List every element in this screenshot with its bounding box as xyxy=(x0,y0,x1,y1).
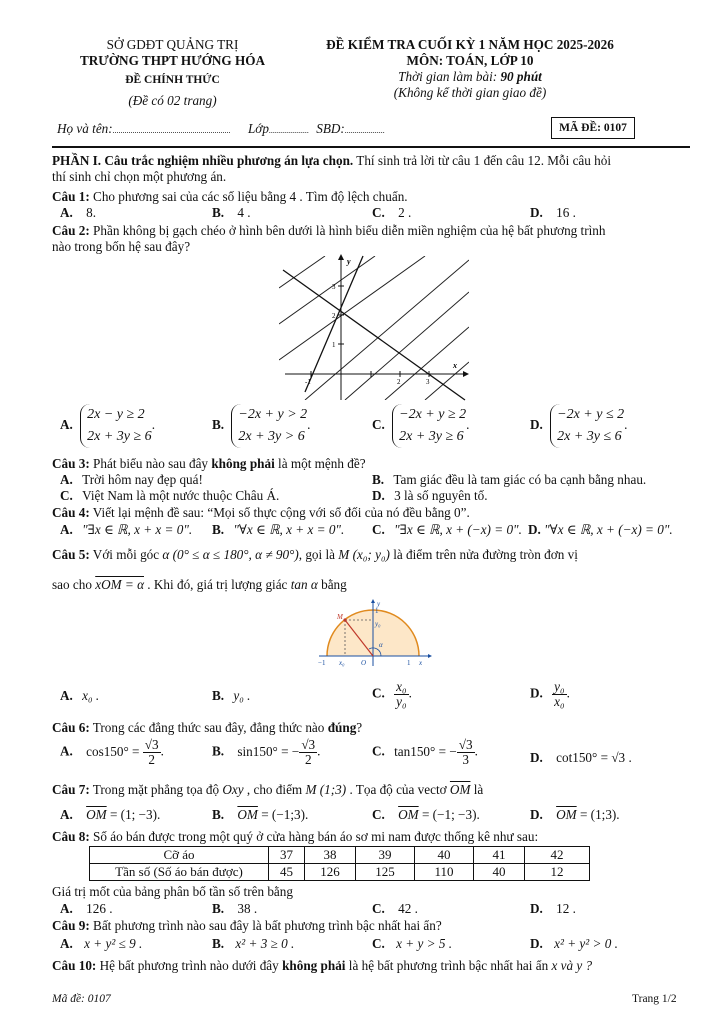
q2-tick-y2: 2 xyxy=(332,312,336,320)
table-cell: 126 xyxy=(305,864,356,881)
q7-option-b[interactable]: B. $\overline{OM}$ = (−1;3). xyxy=(212,807,309,822)
table-cell: 125 xyxy=(356,864,415,881)
footer-code: Mã đề: 0107 xyxy=(52,993,111,1005)
table-cell: 110 xyxy=(415,864,474,881)
q7-option-d[interactable]: D. $\overline{OM}$ = (1;3). xyxy=(530,807,620,822)
q8-after: Giá trị mốt của bảng phân bố tần số trên bằng xyxy=(52,884,293,899)
q6-option-a[interactable]: A. cos150° = $\frac{√3}{2}$ . xyxy=(60,737,164,767)
q5-label-y: y xyxy=(377,600,381,608)
q1-option-c[interactable]: C. 2 . xyxy=(372,205,412,220)
q2-stem: Câu 2: Phần không bị gạch chéo ở hình bên dưới là hình biểu diễn miền nghiệm của hệ bất phương trình xyxy=(52,223,606,238)
q3-option-d[interactable]: D. 3 là số nguyên tố. xyxy=(372,488,488,503)
q6-option-b[interactable]: B. sin150° = − $\frac{√3}{2}$ . xyxy=(212,737,321,767)
student-info-row: Họ và tên:........................................................... Lớp.................... SBD:.................... xyxy=(57,121,385,136)
q4-stem: Câu 4: Viết lại mệnh đề sau: “Mọi số thực cộng với số đối của nó đều bằng 0”. xyxy=(52,505,470,520)
q5-label-one-y: 1 xyxy=(375,607,379,615)
q2-tick-x3: 3 xyxy=(426,378,430,386)
q2-tick-y1: 1 xyxy=(332,341,336,349)
q5-option-b[interactable]: B. y₀ . xyxy=(212,688,251,703)
header-official: ĐỀ CHÍNH THỨC xyxy=(125,74,220,86)
q5-label-alpha: α xyxy=(379,641,383,649)
q8-stem: Câu 8: Số áo bán được trong một quý ở cửa hàng bán áo sơ mi nam được thống kê như sau: xyxy=(52,829,539,844)
table-header-cell: Cỡ áo xyxy=(90,847,269,864)
q4-option-d[interactable]: D. "∀x ∈ ℝ, x + (−x) = 0". xyxy=(528,522,673,537)
q2-option-c[interactable]: C. −2x + y ≥ 2 2x + 3y ≥ 6 . xyxy=(372,404,469,448)
q9-option-d[interactable]: D. x² + y² > 0 . xyxy=(530,936,618,951)
q2-stem2: nào trong bốn hệ sau đây? xyxy=(52,239,191,254)
q5-stem2: sao cho xOM = α . Khi đó, giá trị lượng giác tan α bằng xyxy=(52,577,347,592)
q3-stem: Câu 3: Phát biểu nào sau đây không phải là một mệnh đề? xyxy=(52,456,366,471)
q5-stem: Câu 5: Với mỗi góc α (0° ≤ α ≤ 180°, α ≠ 90°), gọi là M (x₀; y₀) là điểm trên nửa đường tròn đơn vị xyxy=(52,547,578,562)
q2-option-a[interactable]: A. 2x − y ≥ 2 2x + 3y ≥ 6 . xyxy=(60,404,155,448)
q2-tick-xm1: -1 xyxy=(305,378,311,386)
q7-option-c[interactable]: C. $\overline{OM} = (-1$; −3). xyxy=(372,807,480,822)
q7-option-a[interactable]: A. $\overline{OM} = (1$; −3). xyxy=(60,807,161,822)
q1-option-d[interactable]: D. 16 . xyxy=(530,205,576,220)
q8-frequency-table xyxy=(89,846,590,881)
exam-code-box: MÃ ĐỀ: 0107 xyxy=(551,117,635,139)
header-pages: (Đề có 02 trang) xyxy=(128,93,217,108)
header-school: TRƯỜNG THPT HƯỚNG HÓA xyxy=(79,53,265,68)
table-cell: 12 xyxy=(525,864,590,881)
table-header-cell: Tần số (Số áo bán được) xyxy=(90,864,269,881)
header-dept: SỞ GDĐT QUẢNG TRỊ xyxy=(106,37,239,52)
part1-heading: PHẦN I. Câu trắc nghiệm nhiều phương án lựa chọn. Thí sinh trả lời từ câu 1 đến câu 12. Mỗi câu hỏi xyxy=(52,153,612,168)
q2-x-label: x xyxy=(453,361,457,370)
q4-option-b[interactable]: B. "∀x ∈ ℝ, x + x = 0". xyxy=(212,522,345,537)
table-cell: 39 xyxy=(356,847,415,864)
q4-option-c[interactable]: C. "∃x ∈ ℝ, x + (−x) = 0". xyxy=(372,522,522,537)
q5-label-m: M xyxy=(337,613,343,621)
q9-option-a[interactable]: A. x + y² ≤ 9 . xyxy=(60,936,143,951)
table-cell: 42 xyxy=(525,847,590,864)
q1-stem: Câu 1: Cho phương sai của các số liệu bằng 4 . Tìm độ lệch chuẩn. xyxy=(52,189,408,204)
table-cell: 40 xyxy=(474,864,525,881)
q3-option-c[interactable]: C. Việt Nam là một nước thuộc Châu Á. xyxy=(60,488,280,503)
q8-option-c[interactable]: C. 42 . xyxy=(372,901,418,916)
q2-option-d[interactable]: D. −2x + y ≤ 2 2x + 3y ≤ 6 . xyxy=(530,404,627,448)
header-divider xyxy=(52,146,690,148)
q4-option-a[interactable]: A. "∃x ∈ ℝ, x + x = 0". xyxy=(60,522,193,537)
q2-option-b[interactable]: B. −2x + y > 2 2x + 3y > 6 . xyxy=(212,404,310,448)
q1-option-a[interactable]: A. 8. xyxy=(60,205,97,220)
table-cell: 38 xyxy=(305,847,356,864)
q5-label-o: O xyxy=(361,659,367,667)
q6-option-c[interactable]: C. tan150° = − $\frac{√3}{3}$ . xyxy=(372,737,478,767)
q2-graph xyxy=(275,252,475,404)
q1-option-b[interactable]: B. 4 . xyxy=(212,205,251,220)
exam-title: ĐỀ KIỂM TRA CUỐI KỲ 1 NĂM HỌC 2025-2026 xyxy=(326,37,614,52)
q9-stem: Câu 9: Bất phương trình nào sau đây là bất phương trình bậc nhất hai ẩn? xyxy=(52,918,442,933)
exam-subject: MÔN: TOÁN, LỚP 10 xyxy=(406,53,534,68)
table-row xyxy=(90,847,590,864)
exam-time: Thời gian làm bài: 90 phút xyxy=(398,69,542,84)
table-row xyxy=(90,864,590,881)
table-cell: 45 xyxy=(269,864,305,881)
q5-label-y0: y₀ xyxy=(375,620,381,628)
q9-option-c[interactable]: C. x + y > 5 . xyxy=(372,936,453,951)
q5-option-a[interactable]: A. x₀ . xyxy=(60,688,100,703)
q3-option-a[interactable]: A. Trời hôm nay đẹp quá! xyxy=(60,472,203,487)
q5-label-minus1: −1 xyxy=(318,659,326,667)
q2-boundary-line-2 xyxy=(305,256,363,392)
q8-option-d[interactable]: D. 12 . xyxy=(530,901,576,916)
q2-tick-y3: 3 xyxy=(332,283,336,291)
q2-tick-x2: 2 xyxy=(397,378,401,386)
q5-label-one-x: 1 xyxy=(407,659,411,667)
q5-label-x: x xyxy=(419,659,423,667)
q5-option-c[interactable]: C. $\frac{\text{x₀}}{\text{y₀}}$ . xyxy=(372,679,412,709)
q5-label-x0: x₀ xyxy=(339,659,345,667)
table-cell: 40 xyxy=(415,847,474,864)
footer-page: Trang 1/2 xyxy=(632,993,677,1005)
q8-option-b[interactable]: B. 38 . xyxy=(212,901,258,916)
q8-option-a[interactable]: A. 126 . xyxy=(60,901,113,916)
q10-stem: Câu 10: Hệ bất phương trình nào dưới đây không phải là hệ bất phương trình bậc nhất hai ẩn x và y ? xyxy=(52,958,593,973)
q3-option-b[interactable]: B. Tam giác đều là tam giác có ba cạnh bằng nhau. xyxy=(372,472,647,487)
table-cell: 37 xyxy=(269,847,305,864)
q7-stem: Câu 7: Trong mặt phẳng tọa độ Oxy , cho điểm M (1;3) . Tọa độ của vectơ $\overline{OM}$ là xyxy=(52,782,484,797)
exam-time-note: (Không kể thời gian giao đề) xyxy=(393,85,547,100)
table-cell: 41 xyxy=(474,847,525,864)
q6-stem: Câu 6: Trong các đẳng thức sau đây, đẳng thức nào đúng? xyxy=(52,720,363,735)
q6-option-d[interactable]: D. cot150° = √3 . xyxy=(530,750,632,765)
part1-instr2: thí sinh chỉ chọn một phương án. xyxy=(52,169,227,184)
q5-unit-circle xyxy=(315,598,435,670)
q2-y-label: y xyxy=(347,257,351,266)
q9-option-b[interactable]: B. x² + 3 ≥ 0 . xyxy=(212,936,295,951)
q5-option-d[interactable]: D. $\frac{\text{y₀}}{\text{x₀}}$ . xyxy=(530,679,570,709)
